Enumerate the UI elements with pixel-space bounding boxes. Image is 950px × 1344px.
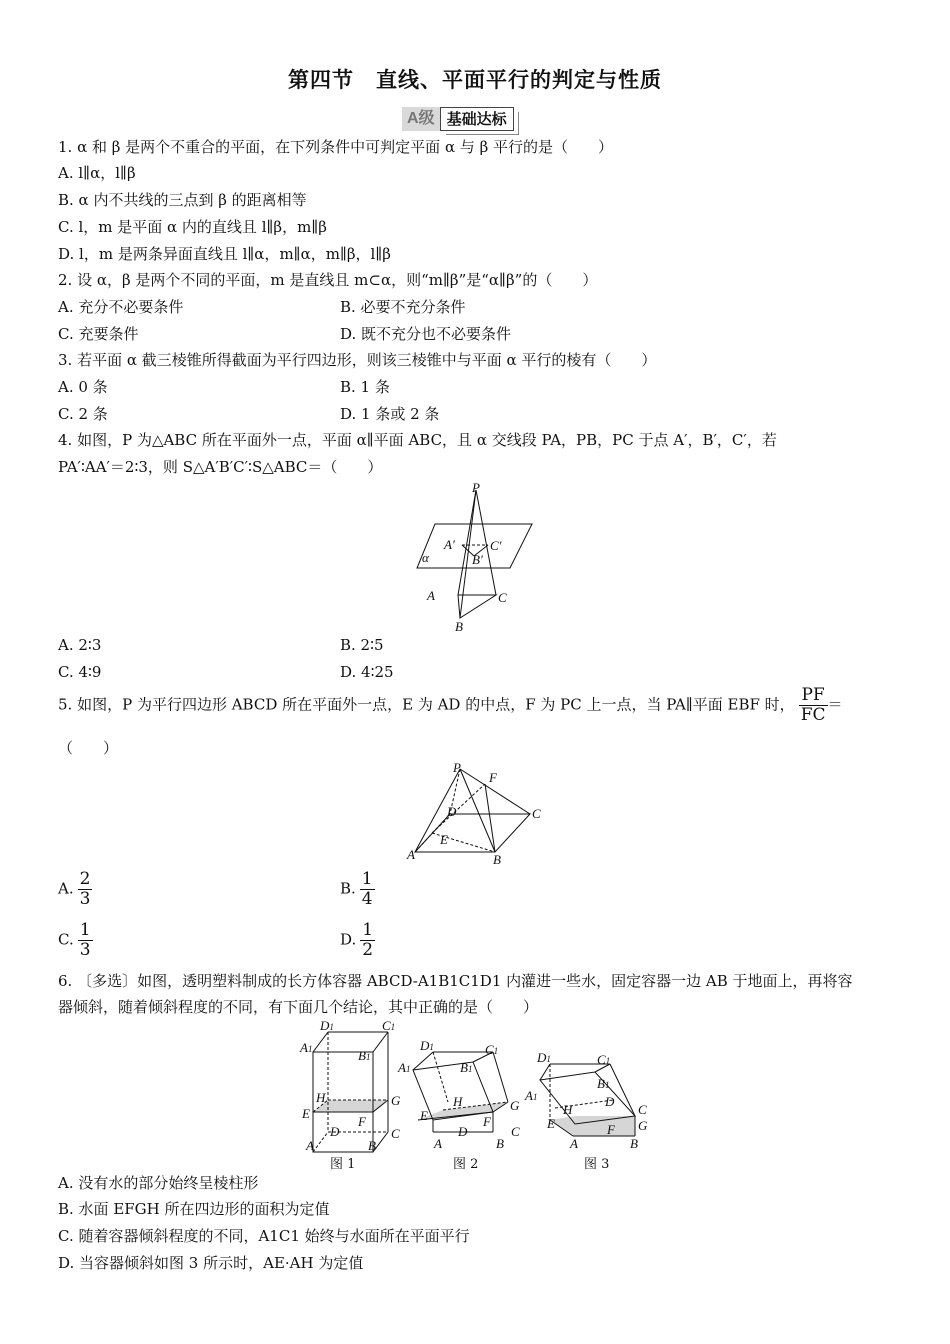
svg-text:A: A [434,1136,442,1151]
q5-label-B: B [493,852,501,867]
svg-text:D1: D1 [320,1018,334,1033]
svg-text:B: B [496,1136,504,1151]
q4-stem-line1: 4. 如图，P 为△ABC 所在平面外一点，平面 α∥平面 ABC，且 α 交线段 PA，PB，PC 于点 A′，B′，C′，若 [58,431,777,449]
q5-a-label: A. [58,879,74,898]
svg-text:C: C [511,1124,520,1139]
q5-equals: ＝ [827,695,843,714]
q4-label-alpha: α [422,550,429,565]
q5-frac-num: PF [799,686,828,706]
q6-figure-2 [398,1040,528,1150]
svg-text:C1: C1 [597,1052,611,1067]
svg-text:F: F [358,1114,366,1129]
q6-figure-1 [298,1018,411,1153]
q6-caption-3: 图 3 [584,1157,610,1172]
q5-b-label: B. [340,879,356,898]
q4-label-A1: A′ [444,537,455,552]
q4-label-B1: B′ [472,552,483,567]
svg-text:G: G [391,1093,401,1108]
svg-text:E: E [302,1106,310,1121]
q5-d-den: 2 [362,940,374,960]
svg-text:F: F [607,1122,615,1137]
q5-stem-text: 5. 如图，P 为平行四边形 ABCD 所在平面外一点，E 为 AD 的中点，F 为 PC 上一点，当 PA∥平面 EBF 时， [58,695,795,714]
q4-label-C1: C′ [490,538,502,553]
q5-c-num: 1 [79,920,91,940]
q4-option-d: D. 4∶25 [340,663,394,681]
q5-ratio-fraction [799,686,828,725]
q5-option-a [58,870,92,909]
level-name: 基础达标 [440,107,514,131]
svg-text:C: C [638,1102,647,1117]
svg-text:B1: B1 [358,1048,371,1063]
svg-text:G: G [510,1098,520,1113]
q5-b-num: 1 [361,869,373,889]
svg-text:H: H [453,1094,463,1109]
q4-label-P: P [472,480,480,495]
svg-text:A1: A1 [525,1088,538,1103]
q5-label-P: P [453,760,461,775]
q4-label-A: A [427,588,435,603]
q2-stem: 2. 设 α，β 是两个不同的平面，m 是直线且 m⊂α，则“m∥β”是“α∥β”的（ ） [58,271,598,289]
q1-option-a: A. l∥α，l∥β [58,164,136,182]
q1-stem: 1. α 和 β 是两个不重合的平面，在下列条件中可判定平面 α 与 β 平行的是（ ） [58,138,614,156]
q5-label-F: F [489,770,497,785]
q4-option-a: A. 2∶3 [58,636,102,654]
q2-option-b: B. 必要不充分条件 [340,298,466,316]
svg-text:C1: C1 [382,1018,396,1033]
q5-option-c [58,921,93,960]
q4-option-b: B. 2∶5 [340,636,384,654]
q5-paren: （ ） [58,739,119,757]
q5-d-frac [360,921,375,960]
q5-frac-den: FC [800,705,826,725]
q3-stem: 3. 若平面 α 截三棱锥所得截面为平行四边形，则该三棱锥中与平面 α 平行的棱有（ ） [58,351,657,369]
svg-text:B: B [368,1138,376,1153]
q1-option-d: D. l，m 是两条异面直线且 l∥α，m∥α，m∥β，l∥β [58,245,391,263]
q6-option-a: A. 没有水的部分始终呈棱柱形 [58,1174,259,1192]
q5-d-label: D. [340,930,357,949]
q3-option-b: B. 1 条 [340,378,390,396]
svg-text:F: F [483,1114,491,1129]
q5-b-den: 4 [361,889,373,909]
q5-c-frac [78,921,93,960]
q3-option-d: D. 1 条或 2 条 [340,405,440,423]
q3-option-a: A. 0 条 [58,378,108,396]
level-badge [402,106,514,132]
q5-c-den: 3 [79,940,91,960]
svg-text:A1: A1 [300,1040,313,1055]
q5-label-E: E [440,832,448,847]
q6-stem-line2: 器倾斜，随着倾斜程度的不同，有下面几个结论，其中正确的是（ ） [58,998,539,1016]
q4-label-B: B [455,619,463,634]
svg-text:D1: D1 [537,1050,551,1065]
q5-a-frac [78,870,93,909]
q5-label-C: C [532,806,541,821]
svg-text:G: G [638,1118,648,1133]
q5-d-num: 1 [362,920,374,940]
q6-option-b: B. 水面 EFGH 所在四边形的面积为定值 [58,1200,330,1218]
svg-text:H: H [563,1102,573,1117]
svg-text:B1: B1 [597,1076,610,1091]
q4-label-C: C [498,590,507,605]
svg-text:E: E [420,1108,428,1123]
q6-stem-line1: 6. 〔多选〕如图，透明塑料制成的长方体容器 ABCD-A1B1C1D1 内灌进一些水，固定容器一边 AB 于地面上，再将容 [58,972,853,990]
q5-a-den: 3 [79,889,91,909]
q5-option-b [340,870,375,909]
svg-text:B1: B1 [460,1060,473,1075]
q4-option-c: C. 4∶9 [58,663,102,681]
svg-text:B: B [630,1136,638,1151]
q4-stem-line2: PA′∶AA′＝2∶3，则 S△A′B′C′∶S△ABC＝（ ） [58,458,383,476]
q6-caption-2: 图 2 [453,1157,479,1172]
q5-b-frac [360,870,375,909]
q1-option-b: B. α 内不共线的三点到 β 的距离相等 [58,191,307,209]
svg-text:A: A [306,1138,314,1153]
q5-option-d [340,921,375,960]
svg-text:D: D [330,1124,340,1139]
q6-option-d: D. 当容器倾斜如图 3 所示时，AE·AH 为定值 [58,1254,364,1272]
q6-figure-3 [525,1050,655,1150]
q2-option-a: A. 充分不必要条件 [58,298,184,316]
q5-pyramid-figure [405,760,550,868]
q5-label-A: A [407,847,415,862]
q4-pyramid-figure [410,478,540,638]
svg-text:D1: D1 [420,1038,434,1053]
q5-a-num: 2 [79,869,91,889]
q2-option-d: D. 既不充分也不必要条件 [340,325,512,343]
svg-text:A1: A1 [398,1060,411,1075]
page-title: 第四节 直线、平面平行的判定与性质 [288,68,662,92]
level-label: A级 [402,107,440,131]
q5-label-D: D [447,804,457,819]
q5-stem [58,686,843,725]
svg-text:D: D [458,1124,468,1139]
svg-text:E: E [547,1116,555,1131]
svg-text:H: H [316,1090,326,1105]
svg-text:C1: C1 [485,1042,499,1057]
q6-option-c: C. 随着容器倾斜程度的不同，A1C1 始终与水面所在平面平行 [58,1227,470,1245]
q5-c-label: C. [58,930,74,949]
q3-option-c: C. 2 条 [58,405,108,423]
q6-caption-1: 图 1 [330,1157,356,1172]
q2-option-c: C. 充要条件 [58,325,139,343]
svg-text:A: A [570,1136,578,1151]
q1-option-c: C. l，m 是平面 α 内的直线且 l∥β，m∥β [58,218,327,236]
svg-text:D: D [605,1094,615,1109]
svg-text:C: C [391,1126,400,1141]
